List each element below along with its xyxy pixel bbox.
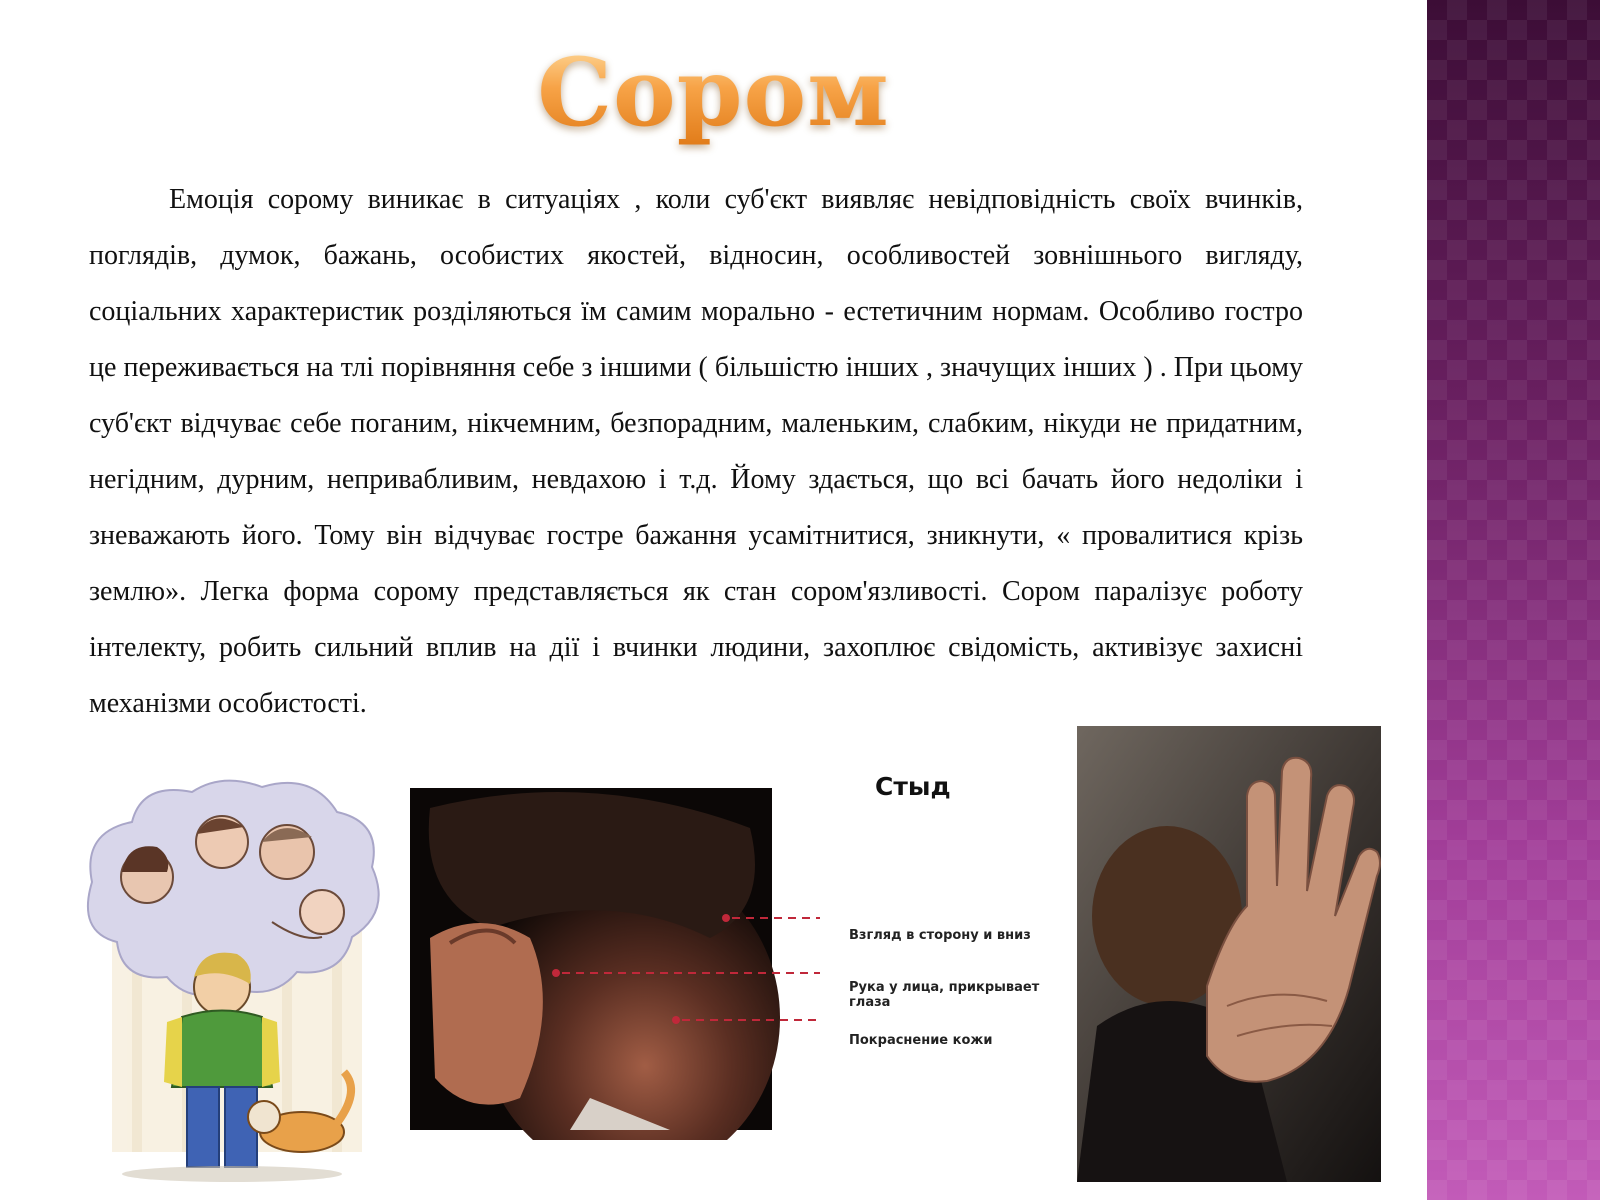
diagram-label-gaze: Взгляд в сторону и вниз <box>849 928 1031 943</box>
raised-hand-photo <box>1077 726 1381 1182</box>
diagram-title: Стыд <box>875 772 951 801</box>
diagram-label-blush: Покраснение кожи <box>849 1033 993 1048</box>
cartoon-boy-illustration <box>72 772 394 1182</box>
body-paragraph: Емоція сорому виникає в ситуаціях , коли суб'єкт виявляє невідповідність своїх вчинків, поглядів, думок, бажань, особистих якостей, відносин, особливостей зовнішнього вигляду, соціальних характеристик розділяються їм самим морально - естетичним нормам. Особливо гостро це переживається на тлі порівняння себе з іншими ( більшістю інших , значущих інших ) . При цьому суб'єкт відчуває себе поганим, нікчемним, безпорадним, маленьким, слабким, нікуди не придатним, негідним, дурним, непривабливим, невдахою і т.д. Йому здається, що всі бачать його недоліки і зневажають його. Тому він відчуває гостре бажання усамітнитися, зникнути, « провалитися крізь землю». Легка форма сорому представляється як стан сором'язливості. Сором паралізує роботу інтелекту, робить сильний вплив на дії і вчинки людини, захоплює свідомість, активізує захисні механізми особистості. <box>89 184 1303 719</box>
slide-title: Сором <box>0 38 1427 148</box>
diagram-label-hand: Рука у лица, прикрывает глаза <box>849 980 1040 1010</box>
decorative-side-band <box>1427 0 1600 1200</box>
shame-diagram-figure <box>410 768 1070 1140</box>
